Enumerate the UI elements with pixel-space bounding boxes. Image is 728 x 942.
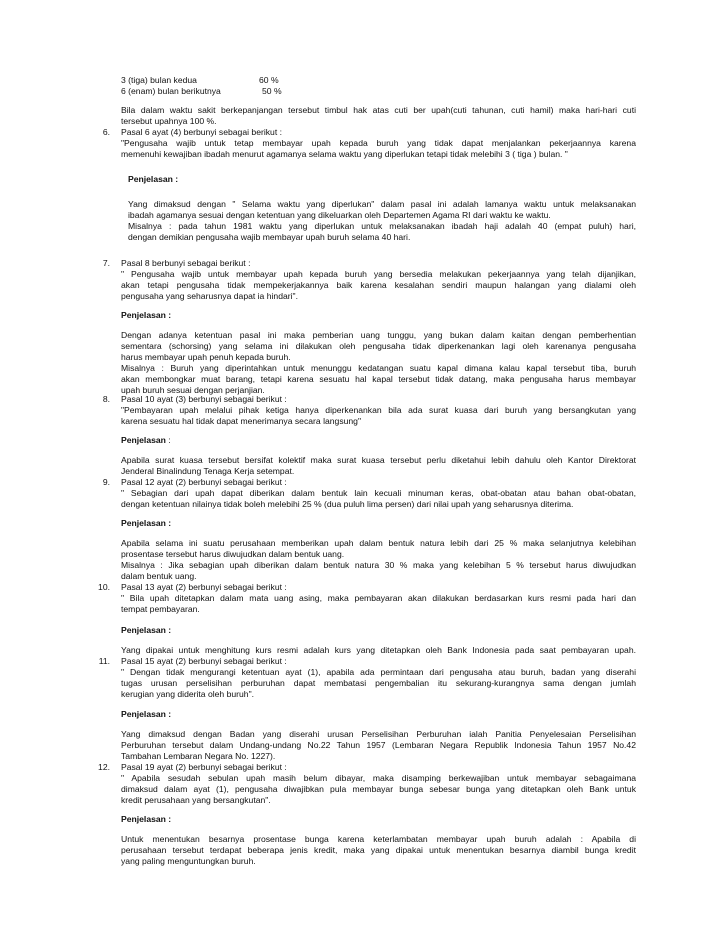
explanation-heading-label: Penjelasan	[121, 435, 166, 445]
item-number: 10.	[98, 582, 110, 592]
paragraph-line: Bila dalam waktu sakit berkepanjangan tersebut timbul hak atas cuti ber upah(cuti tahunan, cuti hamil) maka hari-hari cuti	[121, 105, 636, 115]
article-title: Pasal 15 ayat (2) berbunyi sebagai berikut :	[121, 656, 287, 666]
explanation-line: Apabila selama ini suatu perusahaan memberikan upah dalam bentuk natura lebih dari 25 % maka selanjutnya kelebihan	[121, 538, 636, 548]
explanation-line: Untuk menentukan besarnya prosentase bunga karena keterlambatan membayar upah buruh adalah : Apabila di	[121, 834, 636, 844]
item-number: 7.	[102, 258, 110, 268]
article-title: Pasal 12 ayat (2) berbunyi sebagai berikut :	[121, 477, 287, 487]
quote-line: " Bila upah ditetapkan dalam mata uang asing, maka pembayaran akan dilakukan berdasarkan kurs resmi pada hari dan	[121, 593, 636, 603]
explanation-heading: Penjelasan :	[128, 174, 179, 184]
quote-line: pengusaha yang seharusnya dapat ia hindari".	[121, 291, 298, 301]
explanation-line: dengan demikian pengusaha wajib membayar upah buruh selama 40 hari.	[128, 232, 411, 242]
quote-line: akan tetapi pengusaha tidak mempekerjakannya baik karena kesalahan sendiri maupun halangan yang dialami oleh	[121, 280, 636, 290]
explanation-line: Misalnya : pada tahun 1981 waktu yang diperlukan untuk melaksanakan ibadah haji adalah 40 (empat puluh) hari,	[128, 221, 636, 231]
explanation-line: ibadah agamanya sesuai dengan ketentuan yang dikeluarkan oleh Departemen Agama RI dari waktu ke waktu.	[128, 210, 551, 220]
item-number: 12.	[98, 762, 110, 772]
explanation-line: akan membongkar muat barang, tetapi karena sesuatu hal kapal tersebut tidak datang, maka pengusaha harus membayar	[121, 374, 636, 384]
article-title: Pasal 19 ayat (2) berbunyi sebagai berikut :	[121, 762, 287, 772]
item-number: 11.	[98, 656, 110, 666]
explanation-heading: Penjelasan :	[121, 625, 172, 635]
paragraph-line: tersebut upahnya 100 %.	[121, 116, 217, 126]
explanation-line: upah buruh sesuai dengan perjanjian.	[121, 385, 265, 395]
quote-line: karena sesuatu hal tidak dapat menerimanya secara langsung"	[121, 416, 362, 426]
article-title: Pasal 10 ayat (3) berbunyi sebagai berikut :	[121, 394, 287, 404]
quote-line: " Dengan tidak mengurangi ketentuan ayat (1), apabila ada permintaan dari pengusaha atau buruh, badan yang diserahi	[121, 667, 636, 677]
explanation-line: harus membayar upah penuh kepada buruh.	[121, 352, 291, 362]
quote-line: dimaksud dalam ayat (1), pengusaha diwajibkan pula membayar bunga sebesar bunga yang ditetapkan oleh Bank untuk	[121, 784, 636, 794]
explanation-line: prosentase tersebut harus diwujudkan dalam bentuk uang.	[121, 549, 345, 559]
explanation-line: Jenderal Binalindung Tenaga Kerja setempat.	[121, 466, 295, 476]
explanation-line: Apabila surat kuasa tersebut bersifat kolektif maka surat kuasa tersebut perlu diketahui lebih dahulu oleh Kantor Direktorat	[121, 455, 636, 465]
rate-label: 3 (tiga) bulan kedua	[121, 75, 197, 85]
explanation-heading: Penjelasan :	[121, 518, 172, 528]
explanation-line: Misalnya : Buruh yang diperintahkan untuk menunggu kedatangan suatu kapal dimana kalau kapal tersebut tiba, buruh	[121, 363, 636, 373]
explanation-line: sementara (schorsing) yang selama ini dilakukan oleh pengusaha tidak diperkenankan lagi oleh karenanya pengusaha	[121, 341, 636, 351]
explanation-heading-colon: :	[165, 435, 171, 445]
explanation-line: Yang dipakai untuk menghitung kurs resmi adalah kurs yang ditetapkan oleh Bank Indonesia pada saat pembayaran upah.	[121, 645, 636, 655]
rate-label: 6 (enam) bulan berikutnya	[121, 86, 221, 96]
quote-line: " Apabila sesudah sebulan upah masih belum dibayar, maka disamping berkewajiban untuk membayar sebagaimana	[121, 773, 636, 783]
explanation-heading: Penjelasan :	[121, 709, 172, 719]
quote-line: "Pengusaha wajib untuk tetap membayar upah kepada buruh yang tidak dapat menjalankan pekerjaannya karena	[121, 138, 636, 148]
rate-value: 60 %	[259, 75, 279, 85]
quote-line: "Pembayaran upah melalui pihak ketiga hanya diperkenankan bila ada surat kuasa dari buruh yang bersangkutan yang	[121, 405, 636, 415]
quote-line: tempat pembayaran.	[121, 604, 200, 614]
explanation-line: Dengan adanya ketentuan pasal ini maka pemberian uang tunggu, yang bukan dalam kaitan dengan pemberhentian	[121, 330, 636, 340]
explanation-line: perusahaan tersebut terdapat beberapa jenis kredit, maka yang dipakai untuk menentukan besarnya diambil bunga kredit	[121, 845, 636, 855]
quote-line: dengan ketentuan nilainya tidak boleh melebihi 25 % (dua puluh lima persen) dari nilai upah yang seharusnya diterima.	[121, 499, 574, 509]
explanation-line: Tambahan Lembaran Negara No. 1227).	[121, 751, 276, 761]
quote-line: kerugian yang diderita oleh buruh".	[121, 689, 255, 699]
item-number: 6.	[102, 127, 110, 137]
explanation-line: Perburuhan tersebut dalam Undang-undang No.22 Tahun 1957 (Lembaran Negara Republik Indonesia Tahun 1957 No.42	[121, 740, 636, 750]
explanation-heading: Penjelasan :	[121, 814, 172, 824]
item-number: 8.	[102, 394, 110, 404]
explanation-heading: Penjelasan :	[121, 310, 172, 320]
article-title: Pasal 6 ayat (4) berbunyi sebagai berikut :	[121, 127, 282, 137]
article-title: Pasal 8 berbunyi sebagai berikut :	[121, 258, 251, 268]
quote-line: " Pengusaha wajib untuk membayar upah kepada buruh yang bersedia melakukan pekerjaannya yang telah dijanjikan,	[121, 269, 636, 279]
quote-line: kredit perusahaan yang bersangkutan".	[121, 795, 271, 805]
explanation-line: Yang dimaksud dengan " Selama waktu yang diperlukan" dalam pasal ini adalah lamanya waktu untuk melaksanakan	[128, 199, 636, 209]
article-title: Pasal 13 ayat (2) berbunyi sebagai berikut :	[121, 582, 287, 592]
rate-value: 50 %	[262, 86, 282, 96]
explanation-heading	[121, 435, 171, 446]
explanation-line: Misalnya : Jika sebagian upah diberikan dalam bentuk natura 30 % maka yang kelebihan 5 % tersebut harus diwujudkan	[121, 560, 636, 570]
quote-line: tugas urusan perselisihan perburuhan dapat membatasi pengembalian itu sekurang-kurangnya sama dengan jumlah	[121, 678, 636, 688]
item-number: 9.	[102, 477, 110, 487]
quote-line: " Sebagian dari upah dapat diberikan dalam bentuk lain kecuali minuman keras, obat-obatan atau bahan obat-obatan,	[121, 488, 636, 498]
explanation-line: Yang dimaksud dengan Badan yang diserahi urusan Perselisihan Perburuhan ialah Panitia Penyelesaian Perselisihan	[121, 729, 636, 739]
explanation-line: dalam bentuk uang.	[121, 571, 197, 581]
explanation-line: yang paling menguntungkan buruh.	[121, 856, 256, 866]
quote-line: memenuhi kewajiban ibadah menurut agamanya selama waktu yang diperlukan tetapi tidak melebihi 3 ( tiga ) bulan. "	[121, 149, 568, 159]
